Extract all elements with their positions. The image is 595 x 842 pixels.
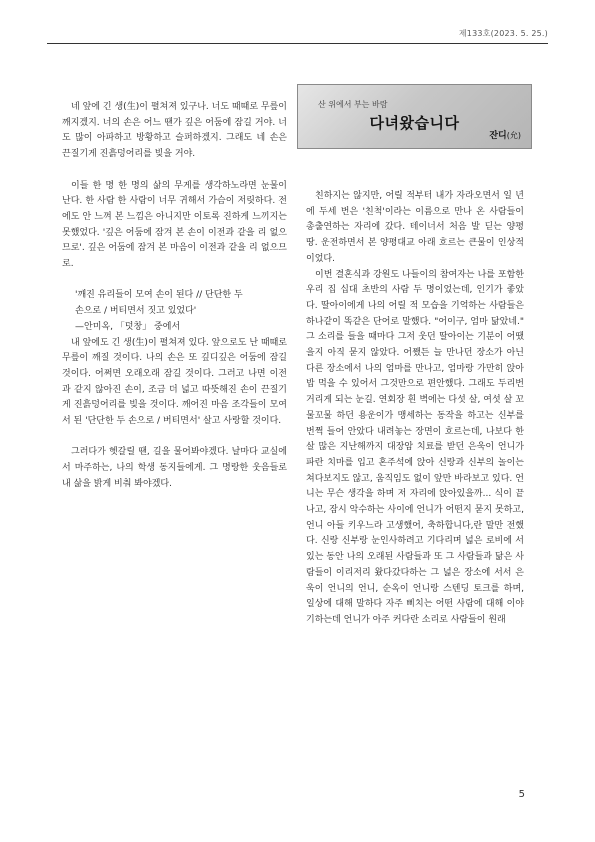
- body-paragraph: 그러다가 헷갈릴 땐, 길을 물어봐야겠다. 날마다 교실에서 마주하는, 나의 학생 동지들에게. 그 명랑한 웃음들로 내 삶을 밝게 비춰 봐야겠다.: [62, 447, 287, 489]
- article-title: 다녀왔습니다: [369, 114, 460, 132]
- author-name: 잔디: [489, 131, 507, 141]
- poem-quote-line: '깨진 유리들이 모여 손이 된다 // 단단한 두: [75, 290, 243, 301]
- quote-attribution: —안미옥, 「덧창」 중에서: [75, 321, 181, 332]
- poem-quote-line: 손으로 / 버티면서 짓고 있었다': [75, 306, 197, 317]
- body-paragraph: 네 앞에 긴 생(生)이 펼쳐져 있구나. 너도 때때로 무릎이 깨지겠지. 너의 손은 어느 땐가 깊은 어둠에 잠길 거야. 너도 많이 아파하고 방황하고 슬퍼하겠지. 그래도 네 손은 끈질기게 진흙덩어리를 빚을 거야.: [62, 102, 287, 160]
- header-divider: [47, 43, 548, 44]
- page-number: 5: [518, 789, 525, 800]
- body-paragraph: 친하지는 않지만, 어릴 적부터 내가 자라오면서 일 년에 두세 번은 '친척'이라는 이름으로 만나 온 사람들이 총출연하는 자리에 갔다. 테이너서 처음 발 딛는 양평 땅. 운전하면서 본 양평대교 아래 흐르는 큰물이 인상적이었다.: [306, 191, 524, 264]
- article-title-box: [297, 84, 532, 149]
- body-paragraph: 이들 한 명 한 명의 삶의 무게를 생각하노라면 눈물이 난다. 한 사람 한 사람이 너무 귀해서 가슴이 저릿하다. 전에도 안 느껴 본 느낌은 아니지만 이토록 진하게 느끼지는 못했었다. '깊은 어둠에 잠겨 본 손이 이전과 같을 리 없으므로'. 깊은 어둠에 잠겨 본 마음이 이전과 같을 리 없으므로.: [62, 180, 287, 270]
- left-column: [62, 100, 287, 493]
- body-paragraph: 이번 결혼식과 강원도 나들이의 참여자는 나를 포함한 우리 집 십대 초반의 사람 두 명이었는데, 인기가 좋았다. 딸아이에게 나의 어릴 적 모습을 기억하는 사람들은 하나같이 똑같은 단어로 말했다. "어이구, 엄마 닮았네." 그 소리를 들을 때마다 그저 웃던 딸아이는 기분이 어땠을지 아직 묻지 않았다. 어쨌든 늘 만나던 장소가 아닌 다른 장소에서 나의 엄마를 만나고, 엄마랑 가만히 앉아 밥 먹을 수 있어서 그것만으로 편안했다. 그래도 두리번거리게 되는 눈길. 연회장 흰 벽에는 다섯 살, 여섯 살 꼬물꼬물 하던 용운이가 맹세하는 동작을 하고는 신부를 번쩍 들어 안았다 내려놓는 장면이 흐르는데, 나보다 한 살 많은 지난해까지 대장암 치료를 받던 은욱이 언니가 파란 치마를 입고 혼주석에 앉아 신랑과 신부의 놀이는 쳐다보지도 않고, 움직임도 없이 앞만 바라보고 있다. 언니는 무슨 생각을 하며 저 자리에 앉아있을까... 식이 끝나고, 잠시 악수하는 사이에 언니가 어떤지 묻지 못하고, 언니 아들 키우느라 고생했어, 축하합니다,란 말만 전했다. 신랑 신부랑 눈인사하려고 기다리며 넓은 로비에 서 있는 동안 나의 오래된 사람들과 또 그 사람들과 닮은 사람들이 이리저리 왔다갔다하는 그 넓은 장소에 서서 은욱이 언니의 언니, 순옥이 언니랑 스텐딩 토크를 하며, 일상에 대해 말하다 자주 삐치는 어떤 사람에 대해 이야기하는데 언니가 아주 커다란 소리로 사람들이 원래: [306, 269, 524, 625]
- body-paragraph: 내 앞에도 긴 생(生)이 펼쳐져 있다. 앞으로도 난 때때로 무릎이 깨질 것이다. 나의 손은 또 깊디깊은 어둠에 잠길 것이다. 어쩌면 오래오래 잠길 것이다. 그러고 나면 이전과 같지 않아진 손이, 조금 더 넓고 따뜻해진 손이 끈질기게 진흙덩어리를 빚을 것이다. 깨어진 마음 조각들이 모여서 된 '단단한 두 손으로 / 버티면서' 살고 사랑할 것이다.: [62, 337, 287, 427]
- poem-quote: [62, 288, 287, 335]
- column-series-name: 산 위에서 부는 바람: [318, 100, 388, 109]
- issue-number: 제133호(2023. 5. 25.): [458, 29, 548, 38]
- author-hanja: (允): [506, 131, 521, 140]
- right-column: [306, 189, 524, 629]
- article-author: [489, 128, 521, 141]
